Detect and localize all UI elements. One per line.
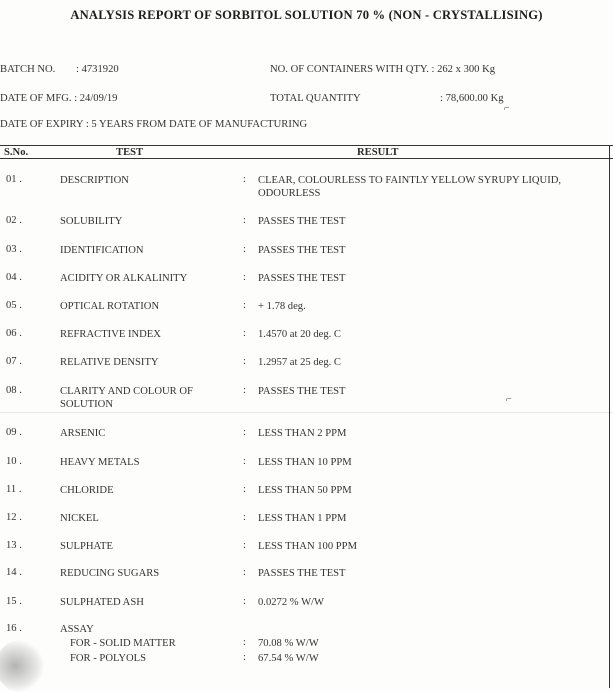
pen-mark: ⌐	[506, 394, 512, 405]
row-number: 13 .	[6, 540, 22, 551]
date-of-mfg: DATE OF MFG. : 24/09/19	[0, 93, 118, 104]
row-test: CHLORIDE	[60, 485, 114, 496]
row-colon: :	[243, 596, 246, 607]
header-sno: S.No.	[4, 147, 29, 158]
row-result: LESS THAN 1 PPM	[258, 513, 347, 524]
table-header-rule	[0, 158, 613, 159]
containers-info: NO. OF CONTAINERS WITH QTY. : 262 x 300 Kg	[270, 64, 496, 75]
assay-sub-label: FOR - POLYOLS	[70, 653, 147, 664]
row-test: REDUCING SUGARS	[60, 568, 160, 579]
row-colon: :	[243, 567, 246, 578]
assay-sub-value: 67.54 % W/W	[258, 653, 319, 664]
row-colon: :	[243, 637, 246, 648]
table-top-rule	[0, 145, 613, 146]
row-colon: :	[243, 215, 246, 226]
row-result: + 1.78 deg.	[258, 301, 306, 312]
row-test: OPTICAL ROTATION	[60, 301, 160, 312]
row-test: ASSAY	[60, 624, 94, 635]
row-colon: :	[243, 300, 246, 311]
row-test: SULPHATED ASH	[60, 597, 144, 608]
row-test: ACIDITY OR ALKALINITY	[60, 273, 188, 284]
row-test: NICKEL	[60, 513, 99, 524]
row-number: 07 .	[6, 356, 22, 367]
row-number: 15 .	[6, 596, 22, 607]
row-colon: :	[243, 456, 246, 467]
row-number: 08 .	[6, 385, 22, 396]
row-test: SOLUBILITY	[60, 216, 123, 227]
row-number: 10 .	[6, 456, 22, 467]
date-of-expiry: DATE OF EXPIRY : 5 YEARS FROM DATE OF MANUFACTURING	[0, 119, 308, 130]
batch-no-label: BATCH NO.	[0, 64, 56, 75]
row-result: LESS THAN 2 PPM	[258, 428, 347, 439]
row-number: 06 .	[6, 328, 22, 339]
row-colon: :	[243, 484, 246, 495]
row-test: HEAVY METALS	[60, 457, 140, 468]
header-result: RESULT	[357, 147, 399, 158]
row-colon: :	[243, 328, 246, 339]
assay-sub-value: 70.08 % W/W	[258, 638, 319, 649]
row-number: 01 .	[6, 174, 22, 185]
row-colon: :	[243, 427, 246, 438]
row-test: SULPHATE	[60, 541, 113, 552]
row-result: 0.0272 % W/W	[258, 597, 325, 608]
row-number: 05 .	[6, 300, 22, 311]
pen-mark: ⌐	[504, 103, 510, 114]
row-colon: :	[243, 540, 246, 551]
row-test: REFRACTIVE INDEX	[60, 329, 161, 340]
row-colon: :	[243, 244, 246, 255]
row-number: 14 .	[6, 567, 22, 578]
total-quantity-value: : 78,600.00 Kg	[440, 93, 504, 104]
row-result: 1.4570 at 20 deg. C	[258, 329, 341, 340]
row-result: PASSES THE TEST	[258, 273, 346, 284]
row-result: LESS THAN 10 PPM	[258, 457, 352, 468]
row-number: 09 .	[6, 427, 22, 438]
row-test: IDENTIFICATION	[60, 245, 144, 256]
row-test: DESCRIPTION	[60, 175, 129, 186]
row-result: PASSES THE TEST	[258, 216, 346, 227]
row-number: 04 .	[6, 272, 22, 283]
row-number: 12 .	[6, 512, 22, 523]
row-colon: :	[243, 174, 246, 185]
row-result: 1.2957 at 25 deg. C	[258, 357, 341, 368]
row-colon: :	[243, 652, 246, 663]
row-result: PASSES THE TEST	[258, 386, 346, 397]
row-test: CLARITY AND COLOUR OF SOLUTION	[60, 386, 193, 410]
scan-smudge	[0, 640, 44, 692]
batch-no-value: : 4731920	[76, 64, 119, 75]
row-colon: :	[243, 356, 246, 367]
row-test: ARSENIC	[60, 428, 106, 439]
row-colon: :	[243, 272, 246, 283]
row-number: 02 .	[6, 215, 22, 226]
row-result: CLEAR, COLOURLESS TO FAINTLY YELLOW SYRUPY LIQUID, ODOURLESS	[258, 175, 562, 199]
row-test: RELATIVE DENSITY	[60, 357, 159, 368]
row-result: PASSES THE TEST	[258, 568, 346, 579]
row-colon: :	[243, 385, 246, 396]
header-test: TEST	[116, 147, 144, 158]
row-number: 11 .	[6, 484, 22, 495]
row-number: 03 .	[6, 244, 22, 255]
scan-artifact-line	[0, 412, 613, 413]
report-title: ANALYSIS REPORT OF SORBITOL SOLUTION 70 % (NON - CRYSTALLISING)	[70, 8, 543, 22]
row-result: LESS THAN 50 PPM	[258, 485, 352, 496]
row-colon: :	[243, 512, 246, 523]
assay-sub-label: FOR - SOLID MATTER	[70, 638, 176, 649]
row-number: 16 .	[6, 623, 22, 634]
total-quantity-label: TOTAL QUANTITY	[270, 93, 361, 104]
row-result: PASSES THE TEST	[258, 245, 346, 256]
row-result: LESS THAN 100 PPM	[258, 541, 357, 552]
